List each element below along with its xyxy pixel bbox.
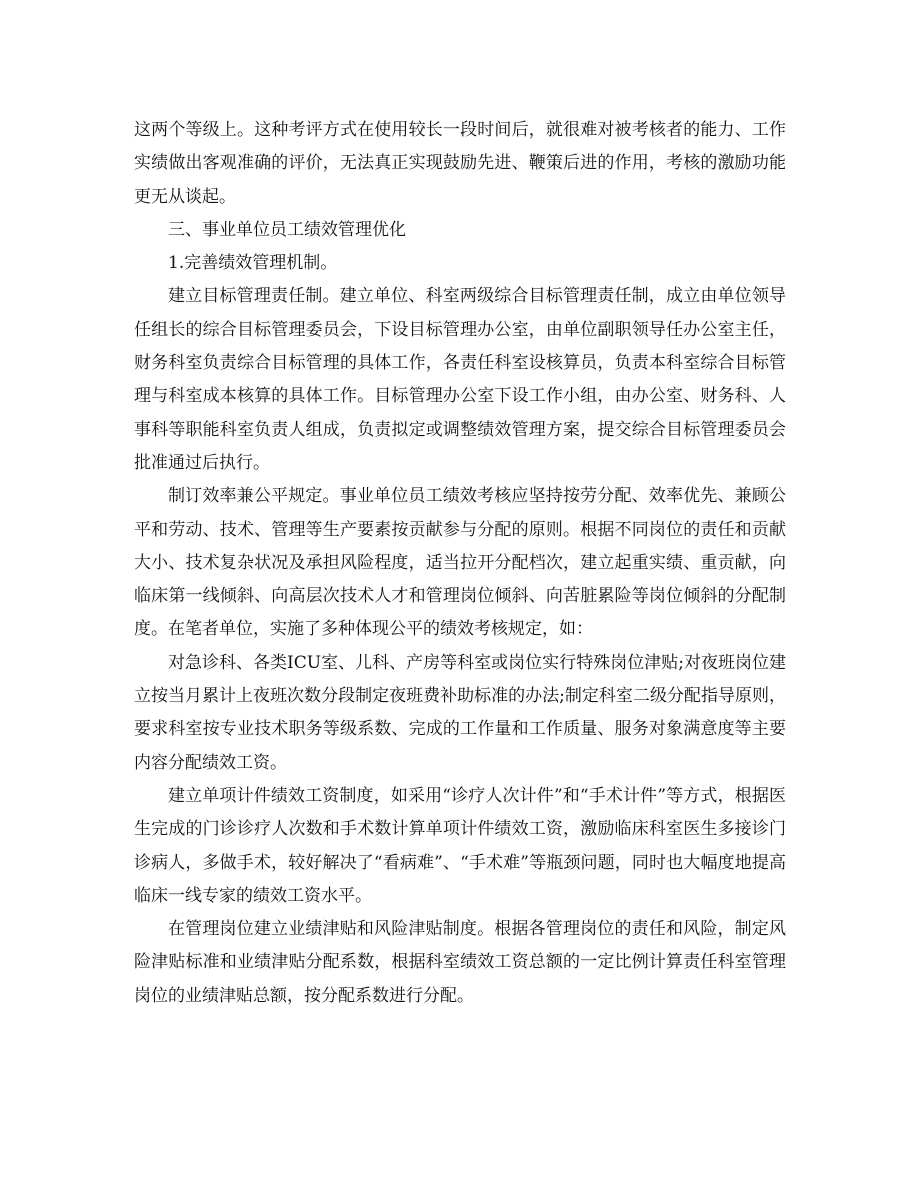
body-paragraph: 这两个等级上。这种考评方式在使用较长一段时间后，就很难对被考核者的能力、工作实绩做出客观准确的评价，无法真正实现鼓励先进、鞭策后进的作用，考核的激励功能更无从谈起。 — [134, 120, 786, 207]
body-paragraph: 制订效率兼公平规定。事业单位员工绩效考核应坚持按劳分配、效率优先、兼顾公平和劳动、技术、管理等生产要素按贡献参与分配的原则。根据不同岗位的责任和贡献大小、技术复杂状况及承担风险程度，适当拉开分配档次，建立起重实绩、重贡献，向临床第一线倾斜、向高层次技术人才和管理岗位倾斜、向苦脏累险等岗位倾斜的分配制度。在笔者单位，实施了多种体现公平的绩效考核规定，如： — [134, 486, 786, 640]
subsection-heading: 1.完善绩效管理机制。 — [168, 253, 338, 274]
document-page — [134, 114, 786, 1013]
body-paragraph: 对急诊科、各类ICU室、儿科、产房等科室或岗位实行特殊岗位津贴;对夜班岗位建立按当月累计上夜班次数分段制定夜班费补助标准的办法;制定科室二级分配指导原则，要求科室按专业技术职务等级系数、完成的工作量和工作质量、服务对象满意度等主要内容分配绩效工资。 — [134, 652, 786, 773]
section-heading: 三、事业单位员工绩效管理优化 — [168, 219, 406, 240]
body-paragraph: 建立目标管理责任制。建立单位、科室两级综合目标管理责任制，成立由单位领导任组长的综合目标管理委员会，下设目标管理办公室，由单位副职领导任办公室主任，财务科室负责综合目标管理的具体工作，各责任科室设核算员，负责本科室综合目标管理与科室成本核算的具体工作。目标管理办公室下设工作小组，由办公室、财务科、人事科等职能科室负责人组成，负责拟定或调整绩效管理方案，提交综合目标管理委员会批准通过后执行。 — [134, 286, 786, 473]
body-paragraph: 建立单项计件绩效工资制度，如采用“诊疗人次计件”和“手术计件”等方式，根据医生完成的门诊诊疗人次数和手术数计算单项计件绩效工资，激励临床科室医生多接诊门诊病人，多做手术，较好解决了“看病难”、“手术难”等瓶颈问题，同时也大幅度地提高临床一线专家的绩效工资水平。 — [134, 785, 786, 906]
body-paragraph: 在管理岗位建立业绩津贴和风险津贴制度。根据各管理岗位的责任和风险，制定风险津贴标准和业绩津贴分配系数，根据科室绩效工资总额的一定比例计算责任科室管理岗位的业绩津贴总额，按分配系数进行分配。 — [134, 919, 786, 1006]
